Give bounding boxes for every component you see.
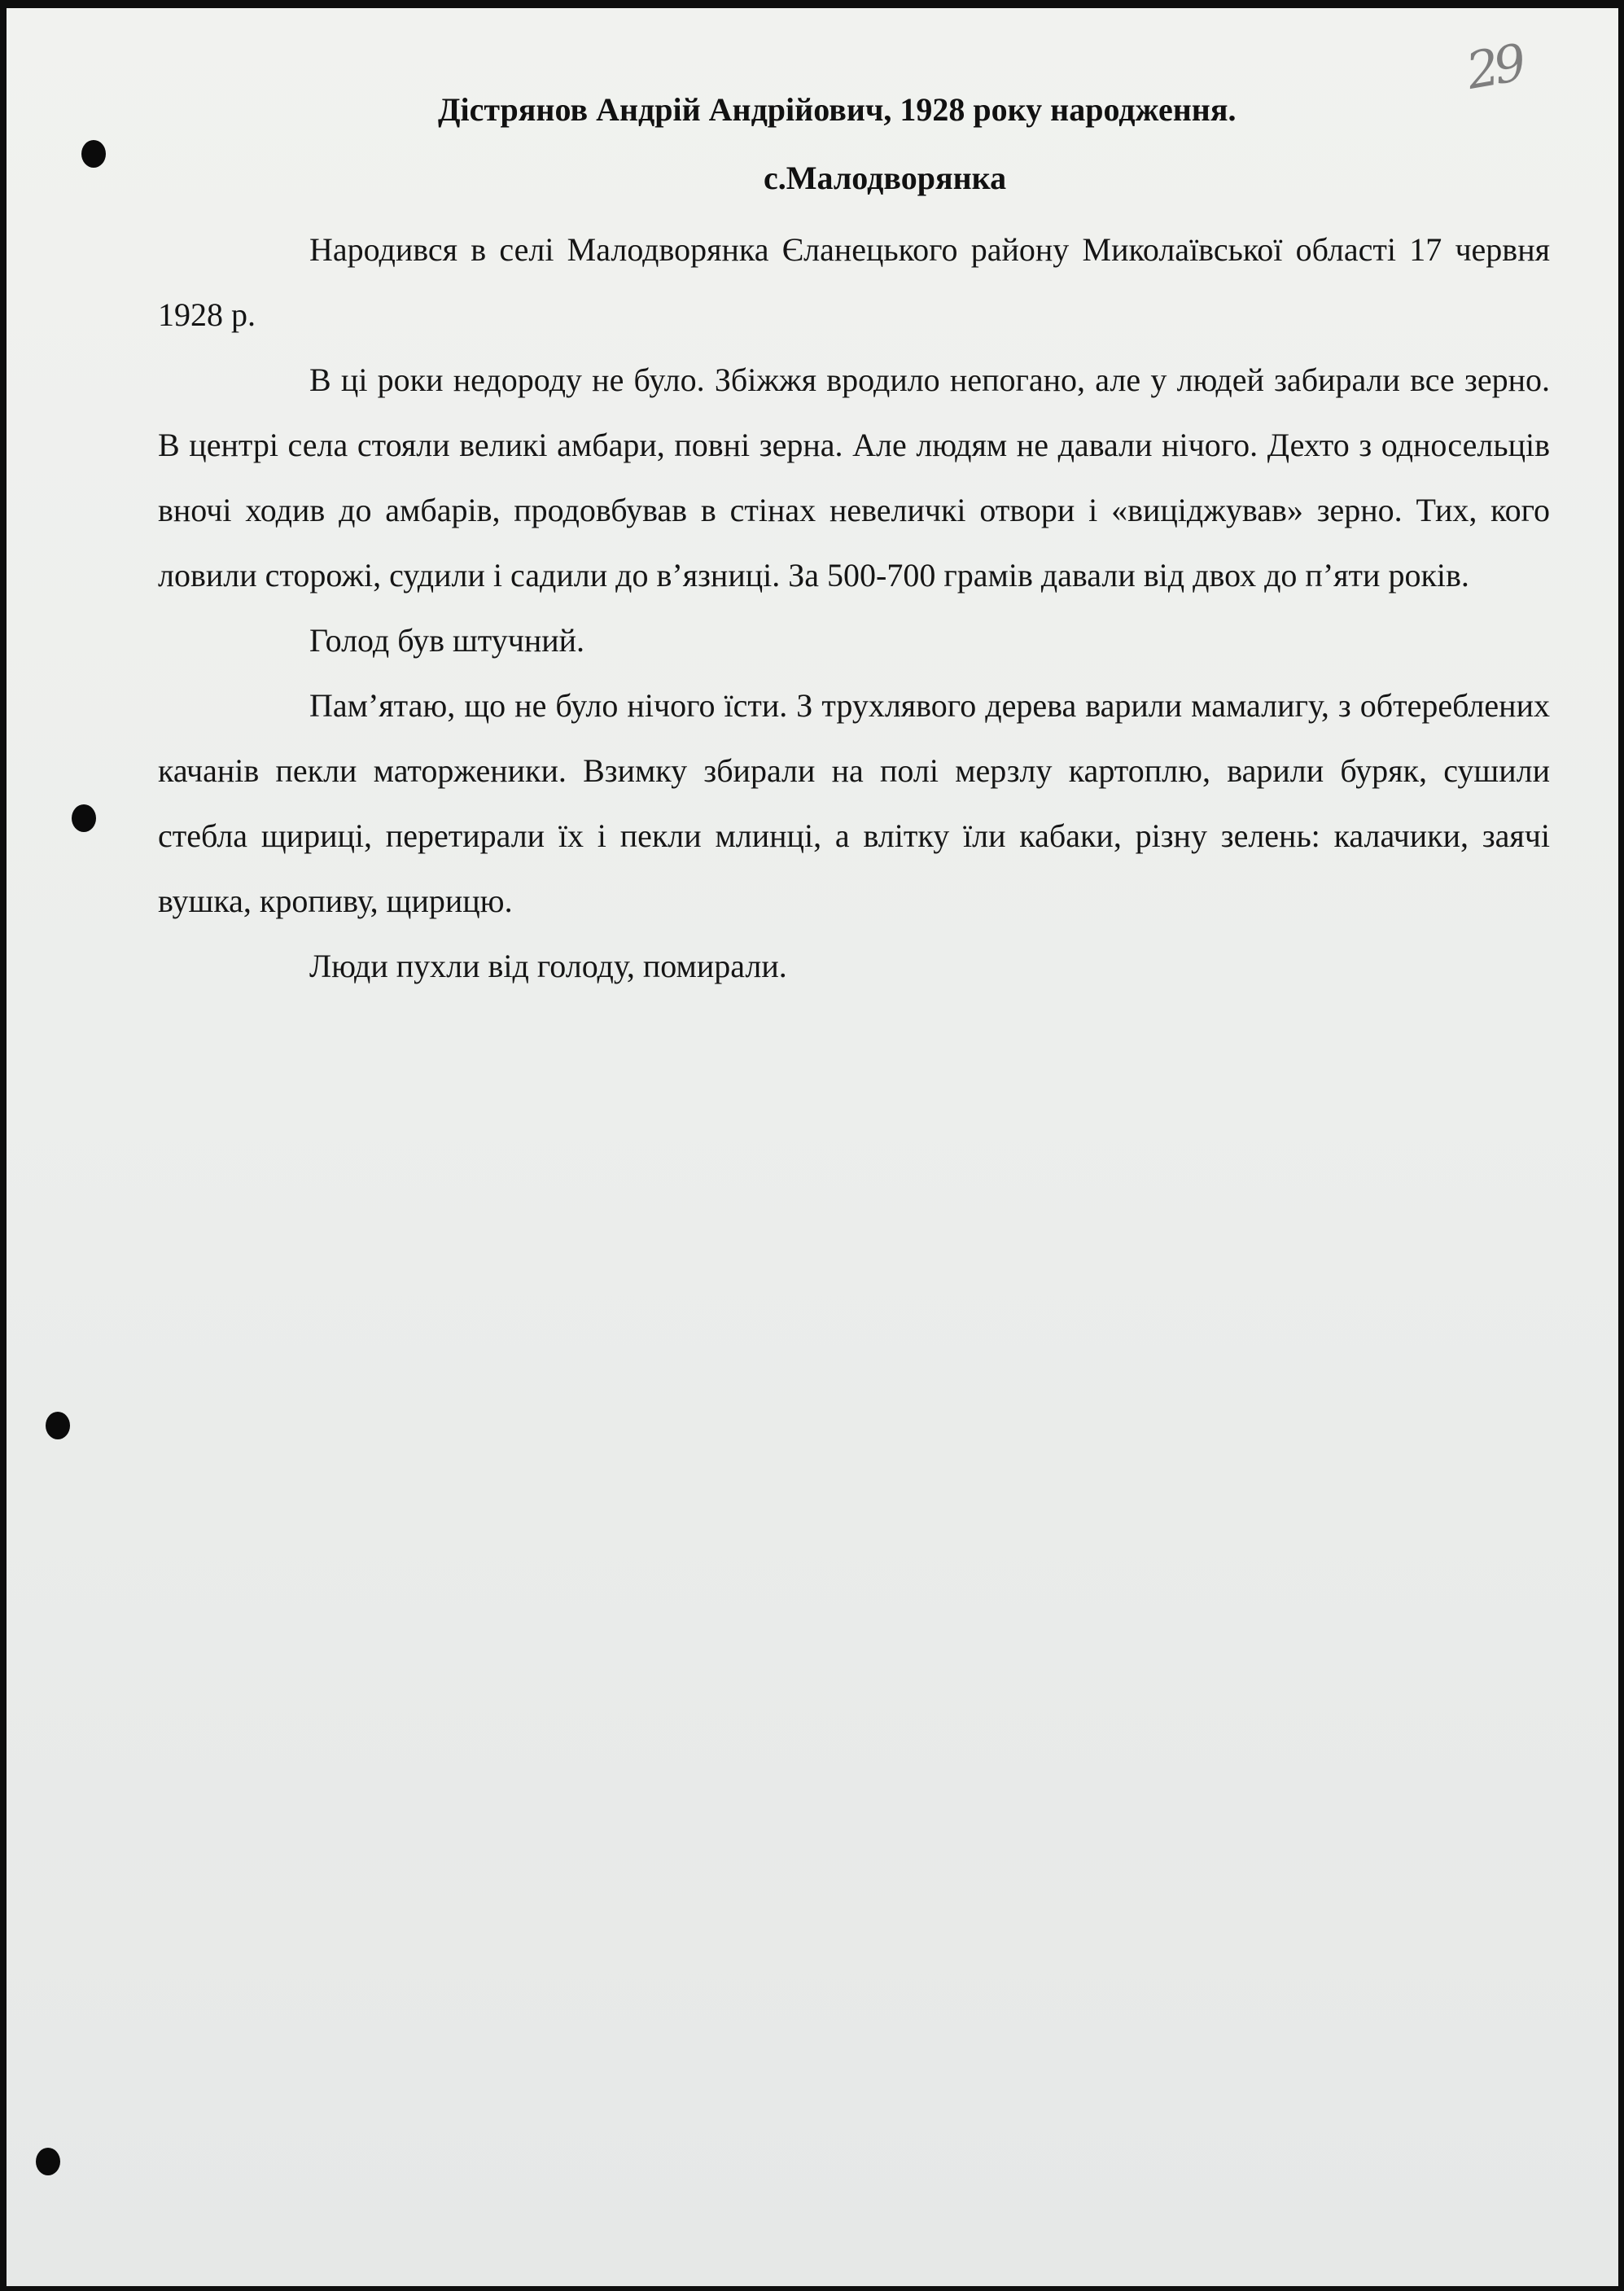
- punch-hole: [81, 140, 106, 168]
- paragraph: В ці роки недороду не було. Збіжжя вродило непогано, але у людей забирали все зерно. В центрі села стояли великі амбари, повні зерна. Але людям не давали нічого. Дехто з односельців вночі ходив до амбарів, продовбував в стінах невеличкі отвори і «виціджував» зерно. Тих, кого ловили сторожі, судили і садили до в’язниці. За 500-700 грамів давали від двох до п’яти років.: [158, 361, 1550, 594]
- document-body: [158, 217, 1550, 999]
- paragraph: Народився в селі Малодворянка Єланецького району Миколаївської області 17 червня 1928 р.: [158, 231, 1550, 333]
- punch-hole: [36, 2148, 60, 2175]
- document-subtitle: с.Малодворянка: [764, 160, 1007, 196]
- paragraph: Голод був штучний.: [309, 622, 585, 659]
- punch-hole: [72, 804, 96, 832]
- document-page: [7, 8, 1618, 2286]
- paragraph: Пам’ятаю, що не було нічого їсти. З трухлявого дерева варили мамалигу, з обтереблених качанів пекли маторженики. Взимку збирали на полі мерзлу картоплю, варили буряк, сушили стебла щириці, перетирали їх і пекли млинці, а влітку їли кабаки, різну зелень: калачики, заячі вушка, кропиву, щирицю.: [158, 687, 1550, 919]
- punch-hole: [46, 1412, 70, 1439]
- document-title: Дістрянов Андрій Андрійович, 1928 року народження.: [438, 91, 1237, 128]
- paragraph: Люди пухли від голоду, помирали.: [309, 948, 787, 984]
- handwritten-page-number: 29: [1462, 33, 1526, 101]
